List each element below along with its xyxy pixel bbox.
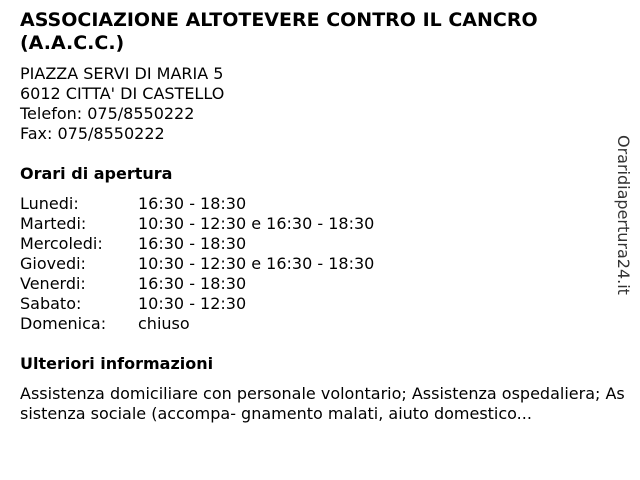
hours-row-friday [20,274,374,294]
time-value: 16:30 - 18:30 [138,234,247,253]
phone-number: Telefon: 075/8550222 [20,104,195,123]
address-street: PIAZZA SERVI DI MARIA 5 [20,64,224,83]
hours-row-tuesday [20,214,374,234]
hours-row-saturday [20,294,374,314]
day-label: Giovedi: [20,254,86,273]
day-label: Martedi: [20,214,87,233]
time-value: 10:30 - 12:30 e 16:30 - 18:30 [138,214,375,233]
day-label: Venerdi: [20,274,86,293]
additional-info-heading: Ulteriori informazioni [20,354,214,373]
fax-number: Fax: 075/8550222 [20,124,165,143]
hours-row-thursday [20,254,374,274]
day-label: Sabato: [20,294,82,313]
site-watermark: Oraridiapertura24.it [614,135,633,295]
hours-row-wednesday [20,234,374,254]
time-value: chiuso [138,314,190,333]
day-label: Mercoledi: [20,234,103,253]
time-value: 16:30 - 18:30 [138,194,247,213]
time-value: 10:30 - 12:30 e 16:30 - 18:30 [138,254,375,273]
day-label: Domenica: [20,314,107,333]
additional-info-text: Assistenza domiciliare con personale volontario; Assistenza ospedaliera; Assistenza sociale (accompa- gnamento malati, aiuto domestico... [20,384,625,423]
opening-hours-heading: Orari di apertura [20,164,173,183]
page-title: ASSOCIAZIONE ALTOTEVERE CONTRO IL CANCRO (A.A.C.C.) [20,9,538,54]
time-value: 10:30 - 12:30 [138,294,247,313]
hours-row-monday [20,194,374,214]
time-value: 16:30 - 18:30 [138,274,247,293]
hours-row-sunday [20,314,374,334]
address-city: 6012 CITTA' DI CASTELLO [20,84,225,103]
address-block [20,64,224,144]
opening-hours-table [20,194,374,334]
day-label: Lunedi: [20,194,79,213]
